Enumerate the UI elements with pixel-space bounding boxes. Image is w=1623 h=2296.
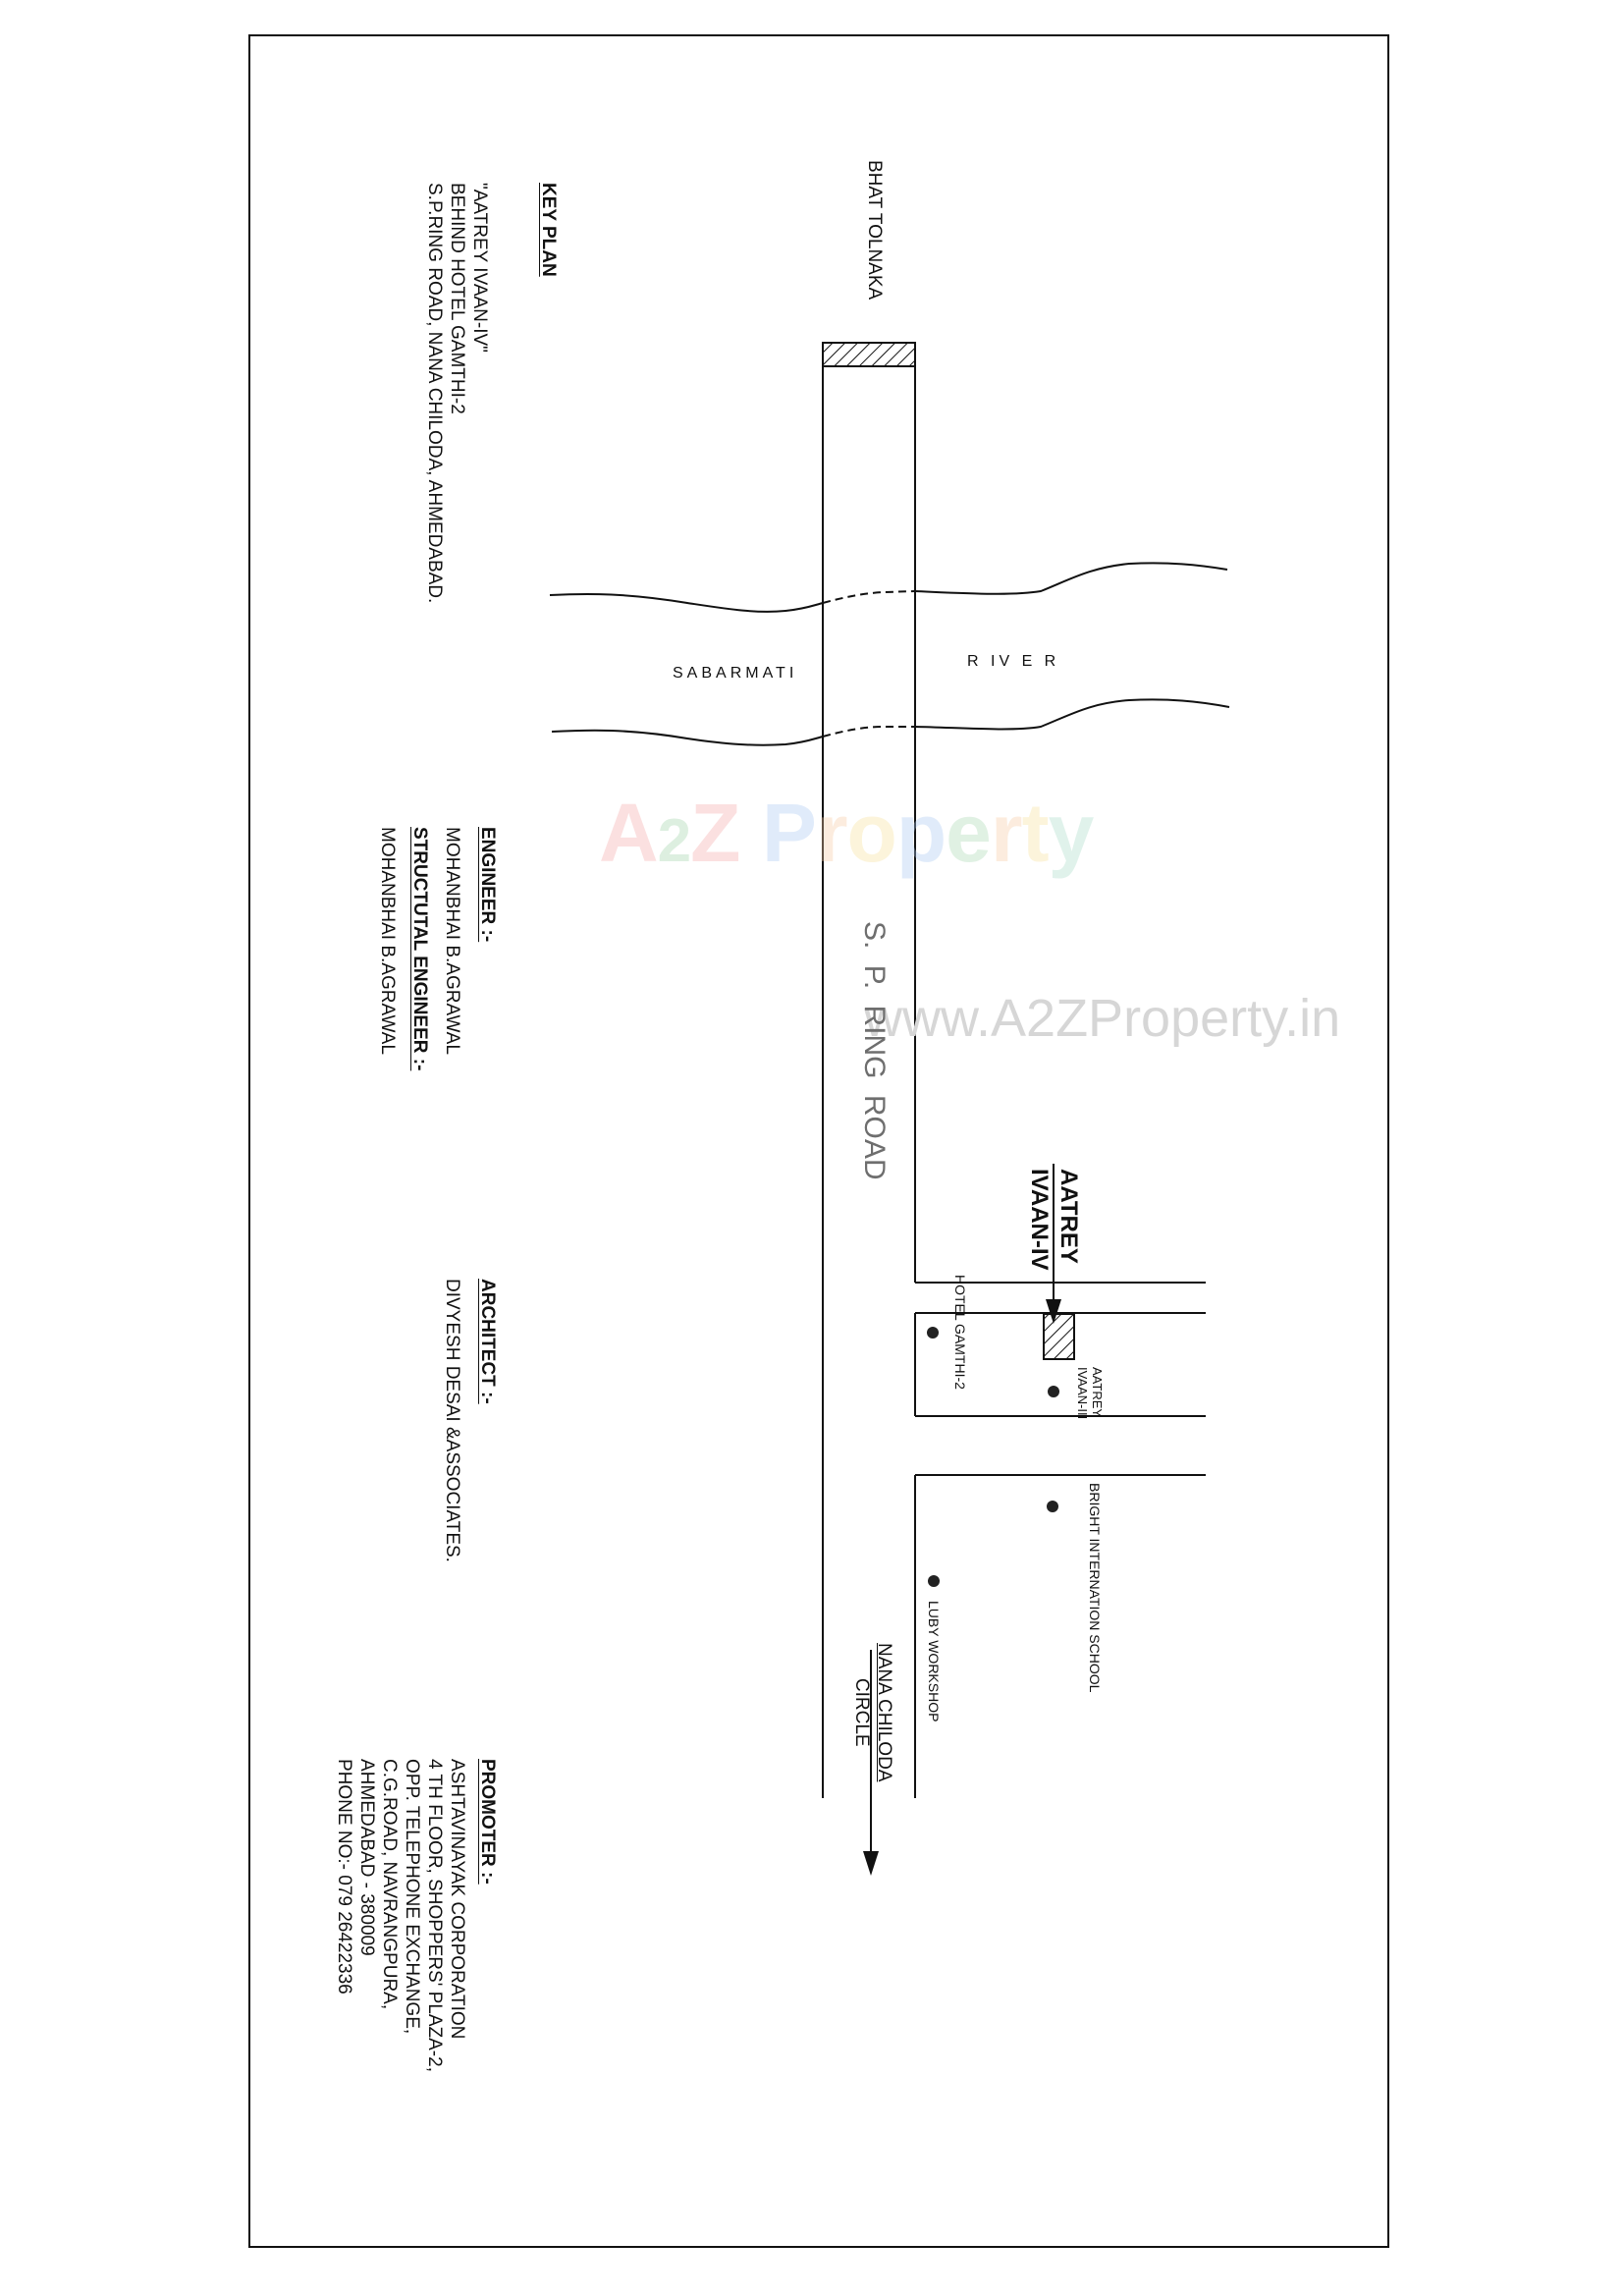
tolnaka-hatch	[823, 343, 915, 366]
wm-letter: o	[846, 787, 896, 879]
dot-marker-icon	[927, 1327, 939, 1339]
project-callout-line1: AATREY	[1055, 1169, 1082, 1264]
architect-block	[436, 1279, 506, 1562]
s-p-ring-road-label: S. P. RING ROAD	[858, 921, 891, 1180]
river-label-river: R IV E R	[967, 653, 1060, 670]
nana-chiloda-circle-label	[850, 1643, 895, 1781]
wm-letter: y	[1048, 787, 1094, 879]
promoter-line: OPP. TELEPHONE EXCHANGE,	[402, 1759, 422, 2035]
wm-letter: p	[895, 787, 947, 879]
wm-letter: t	[1021, 787, 1049, 879]
river-banks	[550, 563, 1229, 744]
structural-engineer-name: MOHANBHAI B.AGRAWAL	[377, 827, 398, 1055]
wm-letter: r	[990, 787, 1022, 879]
engineer-block	[371, 827, 506, 1070]
dot-marker-icon	[1048, 1386, 1059, 1397]
wm-letter: 2	[657, 807, 691, 875]
wm-letter: e	[946, 787, 991, 879]
landmark-bright-school: BRIGHT INTERNATION SCHOOL	[1087, 1483, 1103, 1693]
nana-chiloda-line1: NANA CHILODA	[874, 1643, 894, 1782]
promoter-line: ASHTAVINAYAK CORPORATION	[447, 1759, 467, 2040]
wm-letter: r	[815, 787, 847, 879]
structural-engineer-heading: STRUCTUTAL ENGINEER :-	[409, 827, 430, 1071]
river-label-sabarmati: SABARMATI	[673, 665, 798, 682]
wm-letter: P	[761, 787, 816, 879]
promoter-heading: PROMOTER :-	[477, 1759, 498, 1885]
landmark-aatrey-ivaan-iii	[1075, 1367, 1105, 1419]
key-plan-line: BEHIND HOTEL GAMTHI-2	[447, 183, 467, 414]
architect-heading: ARCHITECT :-	[477, 1279, 498, 1404]
watermark-url: www.A2ZProperty.in	[864, 989, 1341, 1048]
architect-name: DIVYESH DESAI &ASSOCIATES.	[442, 1279, 462, 1562]
dot-marker-icon	[928, 1575, 940, 1587]
promoter-line: 4 TH FLOOR, SHOPPERS' PLAZA-2,	[424, 1759, 445, 2072]
promoter-line: C.G.ROAD, NAVRANGPURA,	[379, 1759, 400, 2010]
landmark-aatrey-ivaan-iii-line1: AATREY	[1090, 1367, 1105, 1418]
project-callout-line2: IVAAN-IV	[1026, 1169, 1053, 1271]
project-callout-label	[1024, 1169, 1083, 1271]
key-plan-line: "AATREY IVAAN-IV"	[469, 183, 490, 353]
dot-marker-icon	[1047, 1501, 1058, 1512]
promoter-line: AHMEDABAD - 380009	[356, 1759, 377, 1956]
wm-letter: Z	[690, 787, 740, 879]
landmark-luby-workshop: LUBY WORKSHOP	[926, 1601, 942, 1722]
engineer-heading: ENGINEER :-	[477, 827, 498, 943]
promoter-line: PHONE NO:- 079 26422336	[334, 1759, 354, 1995]
key-plan-heading: KEY PLAN	[538, 183, 559, 277]
landmark-aatrey-ivaan-iii-line2: IVAAN-III	[1075, 1367, 1090, 1420]
wm-letter: A	[599, 787, 658, 879]
engineer-name: MOHANBHAI B.AGRAWAL	[442, 827, 462, 1055]
promoter-block	[333, 1759, 506, 2072]
watermark-logo	[599, 786, 1093, 881]
nana-chiloda-line2: CIRCLE	[851, 1677, 872, 1747]
landmark-hotel-gamthi: HOTEL GAMTHI-2	[952, 1275, 968, 1390]
key-plan-line: S.P.RING ROAD, NANA CHILODA, AHMEDABAD.	[424, 183, 445, 604]
key-plan-block	[423, 183, 560, 603]
project-site-hatch	[1044, 1314, 1074, 1359]
bhat-tolnaka-label: BHAT TOLNAKA	[864, 160, 885, 301]
wm-space	[739, 787, 761, 879]
